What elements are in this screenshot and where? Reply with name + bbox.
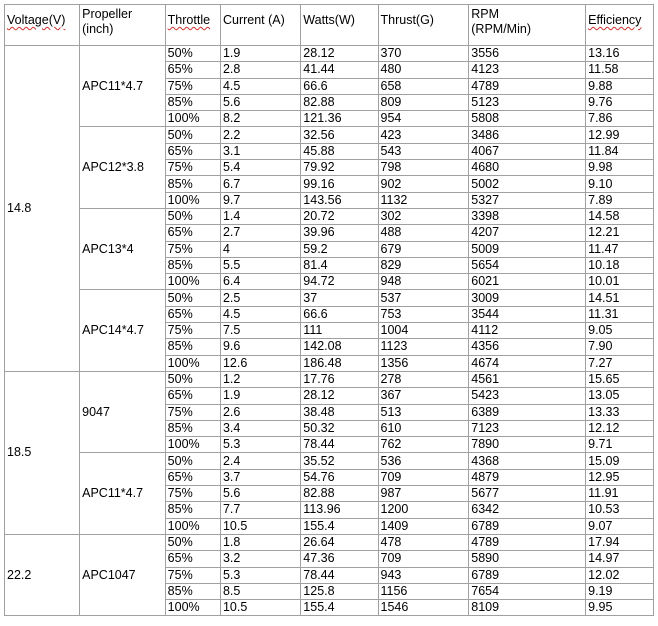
thrust-cell: 1409 <box>378 518 469 534</box>
throttle-cell: 75% <box>165 567 220 583</box>
thrust-cell: 709 <box>378 551 469 567</box>
header-row <box>5 5 654 46</box>
header-rpm: RPM (RPM/Min) <box>469 5 586 46</box>
current-cell: 5.4 <box>220 160 300 176</box>
rpm-cell: 5423 <box>469 388 586 404</box>
thrust-cell: 537 <box>378 290 469 306</box>
efficiency-cell: 13.16 <box>586 46 654 62</box>
current-cell: 3.2 <box>220 551 300 567</box>
throttle-cell: 100% <box>165 600 220 616</box>
thrust-cell: 987 <box>378 486 469 502</box>
propeller-cell: APC1047 <box>80 534 166 615</box>
rpm-cell: 7654 <box>469 583 586 599</box>
rpm-cell: 5677 <box>469 486 586 502</box>
current-cell: 6.7 <box>220 176 300 192</box>
table-row <box>5 453 654 469</box>
throttle-cell: 50% <box>165 127 220 143</box>
current-cell: 2.5 <box>220 290 300 306</box>
watts-cell: 113.96 <box>301 502 378 518</box>
efficiency-cell: 10.18 <box>586 257 654 273</box>
watts-cell: 20.72 <box>301 208 378 224</box>
efficiency-cell: 9.88 <box>586 78 654 94</box>
current-cell: 3.1 <box>220 143 300 159</box>
watts-cell: 47.36 <box>301 551 378 567</box>
propeller-cell: APC13*4 <box>80 208 166 289</box>
header-thrust: Thrust(G) <box>378 5 469 46</box>
thrust-cell: 943 <box>378 567 469 583</box>
current-cell: 7.5 <box>220 323 300 339</box>
header-watts: Watts(W) <box>301 5 378 46</box>
efficiency-cell: 12.02 <box>586 567 654 583</box>
current-cell: 4.5 <box>220 306 300 322</box>
rpm-cell: 6389 <box>469 404 586 420</box>
rpm-cell: 3556 <box>469 46 586 62</box>
efficiency-cell: 9.95 <box>586 600 654 616</box>
current-cell: 1.9 <box>220 46 300 62</box>
rpm-cell: 6342 <box>469 502 586 518</box>
efficiency-cell: 9.98 <box>586 160 654 176</box>
current-cell: 5.3 <box>220 567 300 583</box>
throttle-cell: 50% <box>165 371 220 387</box>
thrust-cell: 543 <box>378 143 469 159</box>
efficiency-cell: 9.07 <box>586 518 654 534</box>
rpm-cell: 3486 <box>469 127 586 143</box>
throttle-cell: 75% <box>165 404 220 420</box>
current-cell: 2.7 <box>220 225 300 241</box>
watts-cell: 94.72 <box>301 274 378 290</box>
throttle-cell: 100% <box>165 355 220 371</box>
throttle-cell: 75% <box>165 78 220 94</box>
rpm-cell: 3544 <box>469 306 586 322</box>
voltage-cell: 14.8 <box>5 46 80 372</box>
efficiency-cell: 11.91 <box>586 486 654 502</box>
thrust-cell: 488 <box>378 225 469 241</box>
thrust-cell: 423 <box>378 127 469 143</box>
rpm-cell: 6021 <box>469 274 586 290</box>
current-cell: 7.7 <box>220 502 300 518</box>
rpm-cell: 4561 <box>469 371 586 387</box>
thrust-cell: 762 <box>378 437 469 453</box>
efficiency-cell: 10.53 <box>586 502 654 518</box>
current-cell: 9.6 <box>220 339 300 355</box>
throttle-cell: 100% <box>165 518 220 534</box>
watts-cell: 143.56 <box>301 192 378 208</box>
watts-cell: 81.4 <box>301 257 378 273</box>
current-cell: 1.4 <box>220 208 300 224</box>
thrust-cell: 798 <box>378 160 469 176</box>
rpm-cell: 4123 <box>469 62 586 78</box>
header-voltage: Voltage(V) <box>5 5 80 46</box>
throttle-cell: 85% <box>165 420 220 436</box>
efficiency-cell: 7.90 <box>586 339 654 355</box>
watts-cell: 82.88 <box>301 94 378 110</box>
efficiency-cell: 9.05 <box>586 323 654 339</box>
rpm-cell: 8109 <box>469 600 586 616</box>
watts-cell: 66.6 <box>301 78 378 94</box>
watts-cell: 66.6 <box>301 306 378 322</box>
efficiency-cell: 14.58 <box>586 208 654 224</box>
rpm-cell: 5654 <box>469 257 586 273</box>
thrust-cell: 948 <box>378 274 469 290</box>
throttle-cell: 65% <box>165 551 220 567</box>
efficiency-cell: 14.97 <box>586 551 654 567</box>
table-row <box>5 290 654 306</box>
rpm-cell: 5890 <box>469 551 586 567</box>
current-cell: 4.5 <box>220 78 300 94</box>
efficiency-cell: 11.58 <box>586 62 654 78</box>
current-cell: 9.7 <box>220 192 300 208</box>
watts-cell: 79.92 <box>301 160 378 176</box>
current-cell: 3.7 <box>220 469 300 485</box>
thrust-cell: 610 <box>378 420 469 436</box>
efficiency-cell: 13.33 <box>586 404 654 420</box>
rpm-cell: 6789 <box>469 567 586 583</box>
watts-cell: 17.76 <box>301 371 378 387</box>
efficiency-cell: 9.76 <box>586 94 654 110</box>
watts-cell: 111 <box>301 323 378 339</box>
table-row <box>5 208 654 224</box>
watts-cell: 35.52 <box>301 453 378 469</box>
thrust-cell: 809 <box>378 94 469 110</box>
watts-cell: 155.4 <box>301 518 378 534</box>
throttle-cell: 65% <box>165 143 220 159</box>
current-cell: 5.6 <box>220 94 300 110</box>
current-cell: 5.5 <box>220 257 300 273</box>
current-cell: 12.6 <box>220 355 300 371</box>
watts-cell: 186.48 <box>301 355 378 371</box>
current-cell: 2.2 <box>220 127 300 143</box>
efficiency-cell: 11.31 <box>586 306 654 322</box>
efficiency-cell: 9.71 <box>586 437 654 453</box>
efficiency-cell: 15.65 <box>586 371 654 387</box>
throttle-cell: 85% <box>165 257 220 273</box>
throttle-cell: 75% <box>165 486 220 502</box>
voltage-cell: 18.5 <box>5 371 80 534</box>
throttle-cell: 50% <box>165 208 220 224</box>
propeller-performance-table <box>4 4 654 616</box>
watts-cell: 121.36 <box>301 111 378 127</box>
watts-cell: 78.44 <box>301 437 378 453</box>
throttle-cell: 65% <box>165 62 220 78</box>
watts-cell: 82.88 <box>301 486 378 502</box>
current-cell: 6.4 <box>220 274 300 290</box>
efficiency-cell: 14.51 <box>586 290 654 306</box>
throttle-cell: 50% <box>165 290 220 306</box>
thrust-cell: 513 <box>378 404 469 420</box>
rpm-cell: 3009 <box>469 290 586 306</box>
watts-cell: 38.48 <box>301 404 378 420</box>
rpm-cell: 5009 <box>469 241 586 257</box>
current-cell: 8.2 <box>220 111 300 127</box>
table-body <box>5 46 654 616</box>
thrust-cell: 753 <box>378 306 469 322</box>
watts-cell: 59.2 <box>301 241 378 257</box>
watts-cell: 39.96 <box>301 225 378 241</box>
current-cell: 10.5 <box>220 600 300 616</box>
current-cell: 5.3 <box>220 437 300 453</box>
throttle-cell: 65% <box>165 388 220 404</box>
efficiency-cell: 11.47 <box>586 241 654 257</box>
watts-cell: 26.64 <box>301 534 378 550</box>
current-cell: 10.5 <box>220 518 300 534</box>
watts-cell: 125.8 <box>301 583 378 599</box>
rpm-cell: 4789 <box>469 534 586 550</box>
thrust-cell: 1356 <box>378 355 469 371</box>
rpm-cell: 5327 <box>469 192 586 208</box>
thrust-cell: 367 <box>378 388 469 404</box>
watts-cell: 99.16 <box>301 176 378 192</box>
efficiency-cell: 10.01 <box>586 274 654 290</box>
efficiency-cell: 12.21 <box>586 225 654 241</box>
rpm-cell: 5002 <box>469 176 586 192</box>
thrust-cell: 1132 <box>378 192 469 208</box>
throttle-cell: 100% <box>165 274 220 290</box>
current-cell: 2.8 <box>220 62 300 78</box>
thrust-cell: 1004 <box>378 323 469 339</box>
header-efficiency: Efficiency <box>586 5 654 46</box>
watts-cell: 142.08 <box>301 339 378 355</box>
throttle-cell: 85% <box>165 502 220 518</box>
propeller-cell: APC14*4.7 <box>80 290 166 371</box>
rpm-cell: 4112 <box>469 323 586 339</box>
throttle-cell: 65% <box>165 306 220 322</box>
efficiency-cell: 15.09 <box>586 453 654 469</box>
rpm-cell: 4879 <box>469 469 586 485</box>
thrust-cell: 370 <box>378 46 469 62</box>
throttle-cell: 85% <box>165 339 220 355</box>
thrust-cell: 658 <box>378 78 469 94</box>
thrust-cell: 1156 <box>378 583 469 599</box>
throttle-cell: 50% <box>165 534 220 550</box>
watts-cell: 28.12 <box>301 46 378 62</box>
current-cell: 3.4 <box>220 420 300 436</box>
throttle-cell: 100% <box>165 437 220 453</box>
table-row <box>5 534 654 550</box>
voltage-cell: 22.2 <box>5 534 80 615</box>
throttle-cell: 65% <box>165 225 220 241</box>
watts-cell: 37 <box>301 290 378 306</box>
propeller-cell: 9047 <box>80 371 166 452</box>
rpm-cell: 4674 <box>469 355 586 371</box>
watts-cell: 155.4 <box>301 600 378 616</box>
current-cell: 5.6 <box>220 486 300 502</box>
watts-cell: 45.88 <box>301 143 378 159</box>
thrust-cell: 478 <box>378 534 469 550</box>
header-current: Current (A) <box>220 5 300 46</box>
efficiency-cell: 9.10 <box>586 176 654 192</box>
table-row <box>5 46 654 62</box>
propeller-cell: APC12*3.8 <box>80 127 166 208</box>
efficiency-cell: 9.19 <box>586 583 654 599</box>
throttle-cell: 65% <box>165 469 220 485</box>
thrust-cell: 902 <box>378 176 469 192</box>
watts-cell: 54.76 <box>301 469 378 485</box>
thrust-cell: 1123 <box>378 339 469 355</box>
rpm-cell: 4207 <box>469 225 586 241</box>
table-row <box>5 127 654 143</box>
propeller-cell: APC11*4.7 <box>80 46 166 127</box>
throttle-cell: 85% <box>165 583 220 599</box>
current-cell: 1.8 <box>220 534 300 550</box>
efficiency-cell: 17.94 <box>586 534 654 550</box>
current-cell: 1.9 <box>220 388 300 404</box>
efficiency-cell: 13.05 <box>586 388 654 404</box>
thrust-cell: 679 <box>378 241 469 257</box>
rpm-cell: 4368 <box>469 453 586 469</box>
throttle-cell: 75% <box>165 160 220 176</box>
rpm-cell: 5808 <box>469 111 586 127</box>
throttle-cell: 100% <box>165 192 220 208</box>
rpm-cell: 3398 <box>469 208 586 224</box>
current-cell: 2.6 <box>220 404 300 420</box>
rpm-cell: 7890 <box>469 437 586 453</box>
throttle-cell: 50% <box>165 46 220 62</box>
efficiency-cell: 12.12 <box>586 420 654 436</box>
throttle-cell: 85% <box>165 94 220 110</box>
throttle-cell: 85% <box>165 176 220 192</box>
header-propeller: Propeller (inch) <box>80 5 166 46</box>
thrust-cell: 829 <box>378 257 469 273</box>
current-cell: 2.4 <box>220 453 300 469</box>
watts-cell: 32.56 <box>301 127 378 143</box>
table-header <box>5 5 654 46</box>
throttle-cell: 100% <box>165 111 220 127</box>
efficiency-cell: 7.86 <box>586 111 654 127</box>
watts-cell: 50.32 <box>301 420 378 436</box>
thrust-cell: 1546 <box>378 600 469 616</box>
rpm-cell: 4067 <box>469 143 586 159</box>
table-row <box>5 371 654 387</box>
current-cell: 4 <box>220 241 300 257</box>
efficiency-cell: 11.84 <box>586 143 654 159</box>
propeller-cell: APC11*4.7 <box>80 453 166 534</box>
watts-cell: 78.44 <box>301 567 378 583</box>
rpm-cell: 4356 <box>469 339 586 355</box>
throttle-cell: 75% <box>165 241 220 257</box>
thrust-cell: 302 <box>378 208 469 224</box>
rpm-cell: 6789 <box>469 518 586 534</box>
watts-cell: 28.12 <box>301 388 378 404</box>
efficiency-cell: 12.95 <box>586 469 654 485</box>
thrust-cell: 1200 <box>378 502 469 518</box>
efficiency-cell: 7.89 <box>586 192 654 208</box>
rpm-cell: 7123 <box>469 420 586 436</box>
thrust-cell: 480 <box>378 62 469 78</box>
current-cell: 1.2 <box>220 371 300 387</box>
efficiency-cell: 12.99 <box>586 127 654 143</box>
throttle-cell: 50% <box>165 453 220 469</box>
throttle-cell: 75% <box>165 323 220 339</box>
efficiency-cell: 7.27 <box>586 355 654 371</box>
thrust-cell: 278 <box>378 371 469 387</box>
thrust-cell: 954 <box>378 111 469 127</box>
thrust-cell: 536 <box>378 453 469 469</box>
rpm-cell: 4680 <box>469 160 586 176</box>
header-throttle: Throttle <box>165 5 220 46</box>
rpm-cell: 4789 <box>469 78 586 94</box>
watts-cell: 41.44 <box>301 62 378 78</box>
thrust-cell: 709 <box>378 469 469 485</box>
current-cell: 8.5 <box>220 583 300 599</box>
rpm-cell: 5123 <box>469 94 586 110</box>
